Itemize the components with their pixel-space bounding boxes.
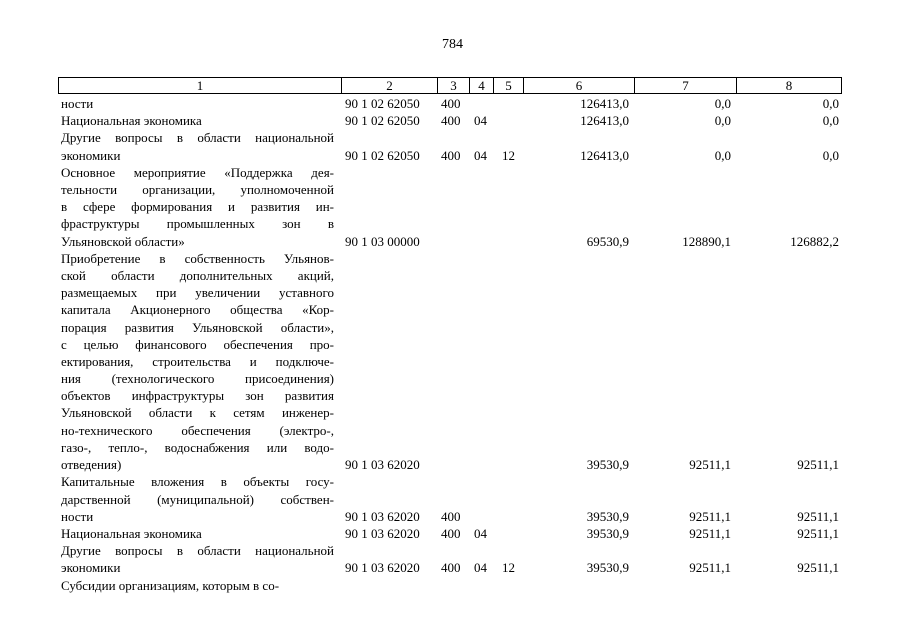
row-col-3: 400 — [441, 113, 461, 129]
description-line: ния (технологического присоединения) — [61, 371, 334, 387]
row-value-6: 69530,9 — [586, 233, 629, 249]
header-col-6: 6 — [523, 78, 634, 93]
row-col-4: 04 — [474, 525, 487, 541]
header-col-8: 8 — [736, 78, 841, 93]
description-line: газо-, тепло-, водоснабжения или водо- — [61, 439, 334, 455]
row-value-7: 0,0 — [714, 147, 731, 163]
header-col-4: 4 — [469, 78, 493, 93]
row-col-3: 400 — [441, 508, 461, 524]
row-code: 90 1 03 62020 — [345, 457, 420, 473]
table-row — [0, 577, 905, 594]
description-line: Национальная экономика — [61, 113, 202, 129]
description-line: фраструктуры промышленных зон в — [61, 216, 334, 232]
row-description — [61, 112, 334, 129]
description-line: Субсидии организациям, которым в со- — [61, 577, 280, 593]
row-value-6: 39530,9 — [586, 525, 629, 541]
description-line: Капитальные вложения в объекты госу- — [61, 474, 334, 490]
row-value-6: 126413,0 — [580, 113, 629, 129]
row-value-7: 92511,1 — [689, 508, 731, 524]
row-description — [61, 542, 334, 576]
row-description — [61, 577, 334, 594]
row-col-3: 400 — [441, 96, 461, 111]
row-value-8: 92511,1 — [797, 560, 839, 576]
description-line: Основное мероприятие «Поддержка дея- — [61, 164, 334, 180]
row-value-6: 126413,0 — [580, 147, 629, 163]
row-value-7: 92511,1 — [689, 560, 731, 576]
row-col-3: 400 — [441, 525, 461, 541]
row-value-7: 0,0 — [714, 113, 731, 129]
row-col-4: 04 — [474, 113, 487, 129]
table-row — [0, 525, 905, 542]
description-line: Ульяновской области к сетям инженер- — [61, 405, 334, 421]
row-code: 90 1 02 62050 — [345, 113, 420, 129]
description-line: Другие вопросы в области национальной — [61, 130, 334, 146]
table-row — [0, 164, 905, 250]
table-row — [0, 542, 905, 576]
table-row — [0, 129, 905, 163]
description-line: с целью финансового обеспечения про- — [61, 336, 334, 352]
row-value-6: 39530,9 — [586, 457, 629, 473]
table-row — [0, 112, 905, 129]
table-header-row — [58, 77, 842, 94]
row-description — [61, 473, 334, 525]
row-col-5: 12 — [502, 560, 515, 576]
description-line: экономики — [61, 147, 121, 163]
row-col-4: 04 — [474, 560, 487, 576]
row-code: 90 1 03 62020 — [345, 508, 420, 524]
row-value-6: 39530,9 — [586, 560, 629, 576]
description-line: размещаемых при увеличении уставного — [61, 285, 334, 301]
description-line: дарственной (муниципальной) собствен- — [61, 491, 334, 507]
description-line: но-технического обеспечения (электро-, — [61, 422, 334, 438]
row-code: 90 1 02 62050 — [345, 96, 420, 111]
description-line: ской области дополнительных акций, — [61, 267, 334, 283]
description-line: отведения) — [61, 457, 122, 473]
description-line: Ульяновской области» — [61, 233, 185, 249]
description-line: ности — [61, 96, 94, 111]
description-line: объектов инфраструктуры зон развития — [61, 388, 334, 404]
row-value-6: 39530,9 — [586, 508, 629, 524]
row-description — [61, 95, 334, 112]
row-col-3: 400 — [441, 147, 461, 163]
row-description — [61, 164, 334, 250]
header-col-1: 1 — [196, 78, 204, 93]
row-value-8: 126882,2 — [790, 233, 839, 249]
table-body — [0, 95, 905, 594]
description-line: в сфере формирования и развития ин- — [61, 199, 334, 215]
row-value-6: 126413,0 — [580, 96, 629, 111]
row-col-4: 04 — [474, 147, 487, 163]
page-number: 784 — [442, 37, 463, 52]
row-value-8: 0,0 — [822, 147, 839, 163]
row-description — [61, 525, 334, 542]
description-line: капитала Акционерного общества «Кор- — [61, 302, 334, 318]
row-code: 90 1 03 62020 — [345, 560, 420, 576]
description-line: Приобретение в собственность Ульянов- — [61, 250, 334, 266]
description-line: экономики — [61, 560, 121, 576]
header-col-7: 7 — [634, 78, 736, 93]
description-line: Другие вопросы в области национальной — [61, 543, 334, 559]
row-col-5: 12 — [502, 147, 515, 163]
row-code: 90 1 02 62050 — [345, 147, 420, 163]
row-value-8: 0,0 — [822, 96, 839, 111]
row-value-8: 92511,1 — [797, 508, 839, 524]
row-col-3: 400 — [441, 560, 461, 576]
row-value-8: 92511,1 — [797, 525, 839, 541]
description-line: порация развития Ульяновской области», — [61, 319, 334, 335]
header-col-5: 5 — [493, 78, 523, 93]
description-line: Национальная экономика — [61, 525, 202, 541]
header-col-3: 3 — [437, 78, 469, 93]
description-line: ектирования, строительства и подключе- — [61, 353, 334, 369]
row-code: 90 1 03 62020 — [345, 525, 420, 541]
row-code: 90 1 03 00000 — [345, 233, 420, 249]
description-line: тельности организации, уполномоченной — [61, 181, 334, 197]
table-row — [0, 473, 905, 525]
header-col-2: 2 — [341, 78, 437, 93]
row-description — [61, 129, 334, 163]
row-value-8: 92511,1 — [797, 457, 839, 473]
description-line: ности — [61, 508, 94, 524]
table-row — [0, 250, 905, 474]
row-value-7: 128890,1 — [682, 233, 731, 249]
table-row — [0, 95, 905, 112]
row-value-7: 0,0 — [714, 96, 731, 111]
row-description — [61, 250, 334, 473]
row-value-8: 0,0 — [822, 113, 839, 129]
row-value-7: 92511,1 — [689, 525, 731, 541]
row-value-7: 92511,1 — [689, 457, 731, 473]
